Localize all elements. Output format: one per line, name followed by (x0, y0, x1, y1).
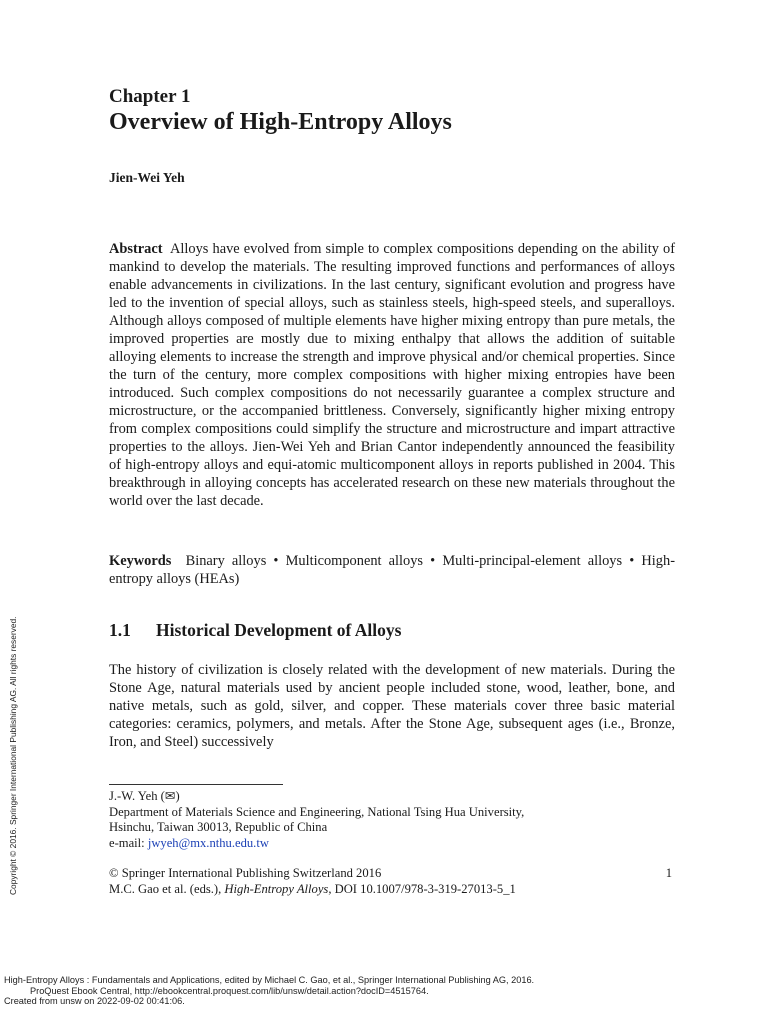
footnote-affiliation-2: Hsinchu, Taiwan 30013, Republic of China (109, 820, 328, 835)
ebook-citation (4, 975, 534, 1007)
copyright-block (109, 866, 679, 897)
keywords-text: Binary alloys • Multicomponent alloys • Multi-principal-element alloys • High-entropy alloys (HEAs) (109, 553, 675, 587)
copyright-line: © Springer International Publishing Switzerland 2016 (109, 866, 382, 880)
abstract (109, 240, 675, 510)
footnote-email-line: e-mail: jwyeh@mx.nthu.edu.tw (109, 836, 269, 851)
chapter-label: Chapter 1 (109, 86, 191, 107)
ebook-citation-line-3: Created from unsw on 2022-09-02 00:41:06. (4, 996, 185, 1006)
keywords (109, 552, 675, 588)
email-link[interactable]: jwyeh@mx.nthu.edu.tw (147, 836, 269, 851)
side-copyright-notice: Copyright © 2016. Springer International Publishing AG. All rights reserved. (8, 616, 18, 895)
book-title: High-Entropy Alloys (224, 881, 329, 896)
section-title: Historical Development of Alloys (156, 620, 402, 640)
abstract-text: Alloys have evolved from simple to complex compositions depending on the ability of mankind to develop the materials. The resulting improved functions and performances of alloys enable advancements in civilizations. In the last century, significant evolution and progress have led to the invention of special alloys, such as stainless steels, high-speed steels, and superalloys. Although alloys composed of multiple elements have higher mixing entropy than pure metals, the improved properties are mostly due to mixing enthalpy that allows the addition of suitable alloying elements to increase the strength and improve physical and/or chemical properties. Since the turn of the century, more complex compositions with higher mixing entropies have been introduced. Such complex compositions do not necessarily guarantee a complex structure and microstructure, or the accompanied brittleness. Conversely, significantly higher mixing entropy from complex compositions could simplify the structure and microstructure and impart attractive properties to the alloys. Jien-Wei Yeh and Brian Cantor independently announced the feasibility of high-entropy alloys and equi-atomic multicomponent alloys in reports published in 2004. This breakthrough in alloying concepts has accelerated research on these new materials throughout the world over the last decade. (109, 241, 675, 509)
author-name: Jien-Wei Yeh (109, 170, 185, 185)
page-number: 1 (665, 866, 672, 880)
ebook-citation-line-2: ProQuest Ebook Central, http://ebookcentral.proquest.com/lib/unsw/detail.action?docID=4515764. (30, 985, 429, 996)
envelope-icon: ✉ (164, 789, 176, 803)
ebook-citation-line-1: High-Entropy Alloys : Fundamentals and Applications, edited by Michael C. Gao, et al., Springer International Publishing AG, 2016. (4, 975, 535, 985)
citation-line: M.C. Gao et al. (eds.), High-Entropy Alloys, DOI 10.1007/978-3-319-27013-5_1 (109, 881, 516, 896)
abstract-lead: Abstract (109, 241, 163, 257)
footnote-author-line: J.-W. Yeh (✉) (109, 789, 180, 803)
section-heading (109, 620, 401, 641)
keywords-lead: Keywords (109, 553, 172, 569)
section-body: The history of civilization is closely related with the development of new materials. During the Stone Age, natural materials used by ancient people included stone, wood, leather, bone, and native metals, such as gold, silver, and copper. These materials cover three basic material categories: ceramics, polymers, and metals. After the Stone Age, subsequent ages (i.e., Bronze, Iron, and Steel) successively (109, 662, 675, 750)
chapter-title: Overview of High-Entropy Alloys (109, 109, 452, 135)
author-footnote (109, 789, 669, 852)
footnote-affiliation-1: Department of Materials Science and Engineering, National Tsing Hua University, (109, 804, 525, 819)
section-number: 1.1 (109, 620, 131, 640)
footnote-divider (109, 784, 283, 785)
